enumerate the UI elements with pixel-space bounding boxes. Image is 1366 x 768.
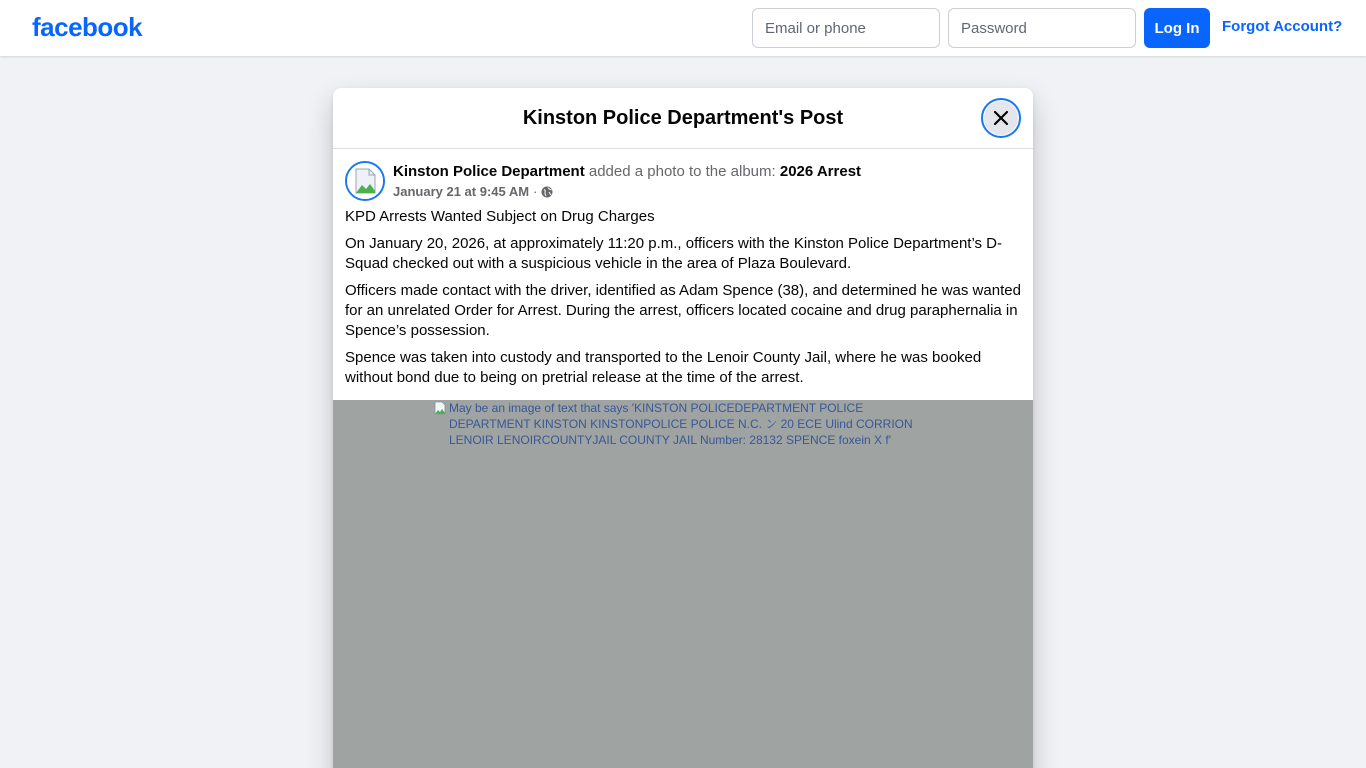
- facebook-logo[interactable]: facebook: [32, 12, 143, 42]
- post-paragraph: Officers made contact with the driver, identified as Adam Spence (38), and determined he was wanted for an unrelated Order for Arrest. During the arrest, officers located cocaine and drug paraphernalia in Spence’s possession.: [345, 282, 1021, 339]
- dialog-header: [333, 88, 1033, 149]
- email-field[interactable]: [752, 8, 940, 48]
- post-text: [333, 201, 1033, 388]
- post-meta: [393, 184, 553, 199]
- post-timestamp[interactable]: January 21 at 9:45 AM: [393, 184, 530, 199]
- post-paragraph: On January 20, 2026, at approximately 11:20 p.m., officers with the Kinston Police Department’s D-Squad checked out with a suspicious vehicle in the area of Plaza Boulevard.: [345, 235, 1003, 272]
- post-header: [333, 149, 1033, 201]
- password-field[interactable]: [948, 8, 1136, 48]
- album-link[interactable]: 2026 Arrest: [779, 163, 862, 180]
- post-photo[interactable]: [333, 400, 1033, 768]
- close-icon: [993, 110, 1009, 126]
- post-paragraph: KPD Arrests Wanted Subject on Drug Charges: [345, 208, 655, 225]
- photo-alt-text-container: [433, 400, 933, 448]
- close-button[interactable]: [981, 98, 1021, 138]
- meta-separator: ·: [533, 184, 538, 199]
- post-author-line: [393, 163, 861, 180]
- forgot-account-link[interactable]: Forgot Account?: [1222, 18, 1343, 35]
- post-paragraph: Spence was taken into custody and transported to the Lenoir County Jail, where he was booked without bond due to being on pretrial release at the time of the arrest.: [345, 349, 982, 386]
- photo-alt-text: May be an image of text that says 'KINSTON POLICEDEPARTMENT POLICE DEPARTMENT KINSTON KINSTONPOLICE POLICE N.C. ン 20 ECE Ulind CORRION LENOIR LENOIRCOUNTYJAIL COUNTY JAIL Number: 28132 SPENCE foxein X f': [449, 401, 913, 447]
- post-action-text: added a photo to the album:: [584, 163, 780, 180]
- globe-icon: [541, 186, 553, 198]
- top-navigation-bar: [0, 0, 1366, 56]
- login-button[interactable]: Log In: [1144, 8, 1210, 48]
- broken-image-icon: [347, 163, 383, 199]
- post-dialog: [333, 88, 1033, 768]
- author-name[interactable]: Kinston Police Department: [393, 163, 585, 180]
- dialog-title: Kinston Police Department's Post: [522, 107, 844, 129]
- avatar[interactable]: [345, 161, 385, 201]
- broken-image-icon: [433, 401, 447, 415]
